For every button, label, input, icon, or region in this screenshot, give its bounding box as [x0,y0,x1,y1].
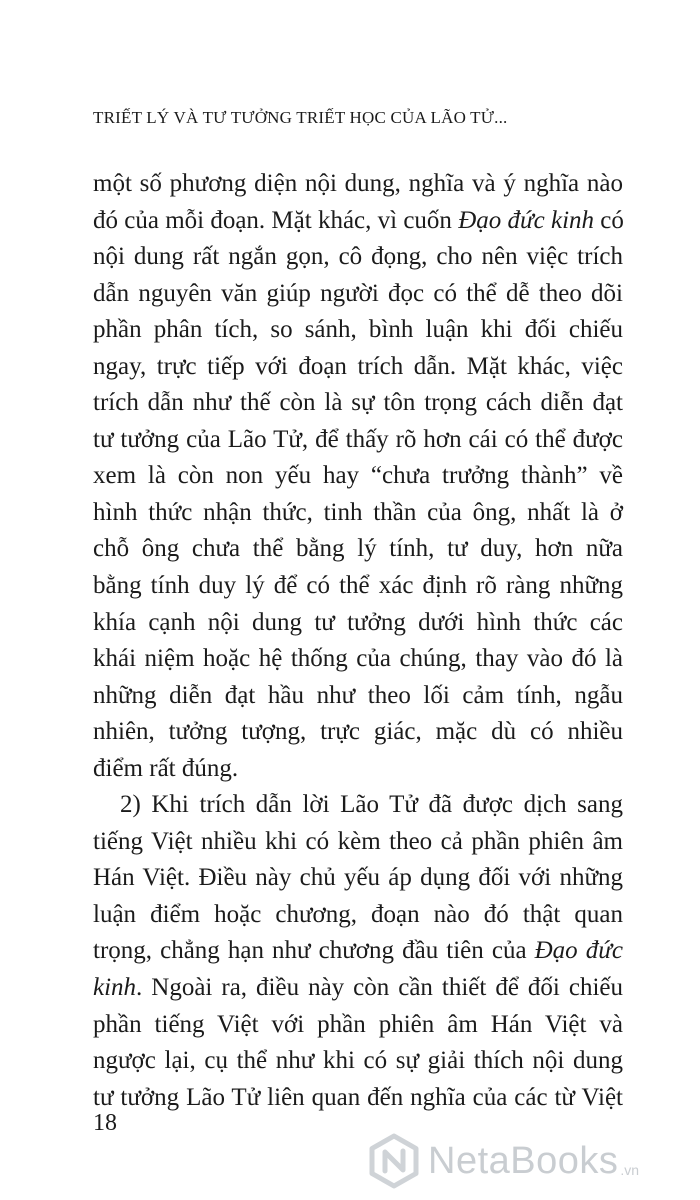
text-run: . Ngoài ra, điều này còn cần thiết để đối chiếu [136,974,623,1002]
text-run: điểm rất đúng. [93,754,239,782]
text-run: Hán Việt. Điều này chủ yếu áp dụng đối với những [93,864,623,892]
text-run: bằng tính duy lý để có thể xác định rõ ràng những [93,572,623,600]
text-run: đó của mỗi đoạn. Mặt khác, vì cuốn [93,206,459,234]
text-run: khái niệm hoặc hệ thống của chúng, thay vào đó là [93,645,623,673]
text-run: trích dẫn như thế còn là sự tôn trọng cách diễn đạt [93,389,623,417]
italic-title-text: Đạo đức [534,937,623,965]
text-run: hình thức nhận thức, tinh thần của ông, nhất là ở [93,498,623,526]
text-line [93,458,623,495]
text-run: tiếng Việt nhiều khi có kèm theo cả phần phiên âm [93,827,623,855]
body-text [93,166,623,1116]
text-run: xem là còn non yếu hay “chưa trưởng thành” về [93,462,623,490]
text-run: chỗ ông chưa thể bằng lý tính, tư duy, hơn nữa [93,535,623,563]
text-line [93,714,623,751]
text-line [93,166,623,203]
netabooks-logo-icon [366,1133,422,1189]
text-run: ngay, trực tiếp với đoạn trích dẫn. Mặt khác, việc [93,352,623,380]
text-line [93,276,623,313]
text-line [93,239,623,276]
running-header: TRIẾT LÝ VÀ TƯ TƯỞNG TRIẾT HỌC CỦA LÃO TỬ... [93,108,508,127]
italic-title-text: kinh [93,974,137,1002]
text-line [93,1007,623,1044]
watermark-suffix: .vn [620,1162,640,1178]
watermark-text: NetaBooks [428,1139,619,1182]
text-line [93,568,623,605]
text-line [93,897,623,934]
text-run: khía cạnh nội dung tư tưởng dưới hình thức các [93,608,623,636]
text-line [93,1043,623,1080]
text-run: luận điểm hoặc chương, đoạn nào đó thật quan [93,900,623,928]
text-line [93,678,623,715]
text-line [93,605,623,642]
text-line [93,933,623,970]
text-line [93,349,623,386]
text-line [93,422,623,459]
watermark [366,1128,696,1194]
text-run: tư tưởng Lão Tử liên quan đến nghĩa của các từ Việt [93,1083,623,1111]
text-run: có [594,206,624,234]
text-run: nội dung rất ngắn gọn, cô đọng, cho nên việc trích [93,243,623,271]
text-run: những diễn đạt hầu như theo lối cảm tính, ngẫu [93,681,623,709]
text-run: dẫn nguyên văn giúp người đọc có thể dễ theo dõi [93,279,623,307]
text-run: ngược lại, cụ thể như khi có sự giải thích nội dung [93,1047,623,1075]
text-line [93,787,623,824]
page-number: 18 [93,1110,117,1136]
text-line [93,531,623,568]
text-line [93,824,623,861]
text-run: phần phân tích, so sánh, bình luận khi đối chiếu [93,316,623,344]
text-run: phần tiếng Việt với phần phiên âm Hán Việt và [93,1010,623,1038]
text-line [93,385,623,422]
text-line [93,1080,623,1117]
italic-title-text: Đạo đức kinh [458,206,595,234]
text-line [93,495,623,532]
text-line [93,751,623,788]
text-line [93,860,623,897]
text-run: trọng, chẳng hạn như chương đầu tiên của [93,937,535,965]
text-run: 2) Khi trích dẫn lời Lão Tử đã được dịch sang [120,791,623,819]
text-run: nhiên, tưởng tượng, trực giác, mặc dù có nhiều [93,718,623,746]
text-line [93,312,623,349]
text-run: tư tưởng của Lão Tử, để thấy rõ hơn cái có thể được [93,425,623,453]
text-line [93,203,623,240]
text-line [93,641,623,678]
text-line [93,970,623,1007]
text-run: một số phương diện nội dung, nghĩa và ý nghĩa nào [93,170,623,197]
